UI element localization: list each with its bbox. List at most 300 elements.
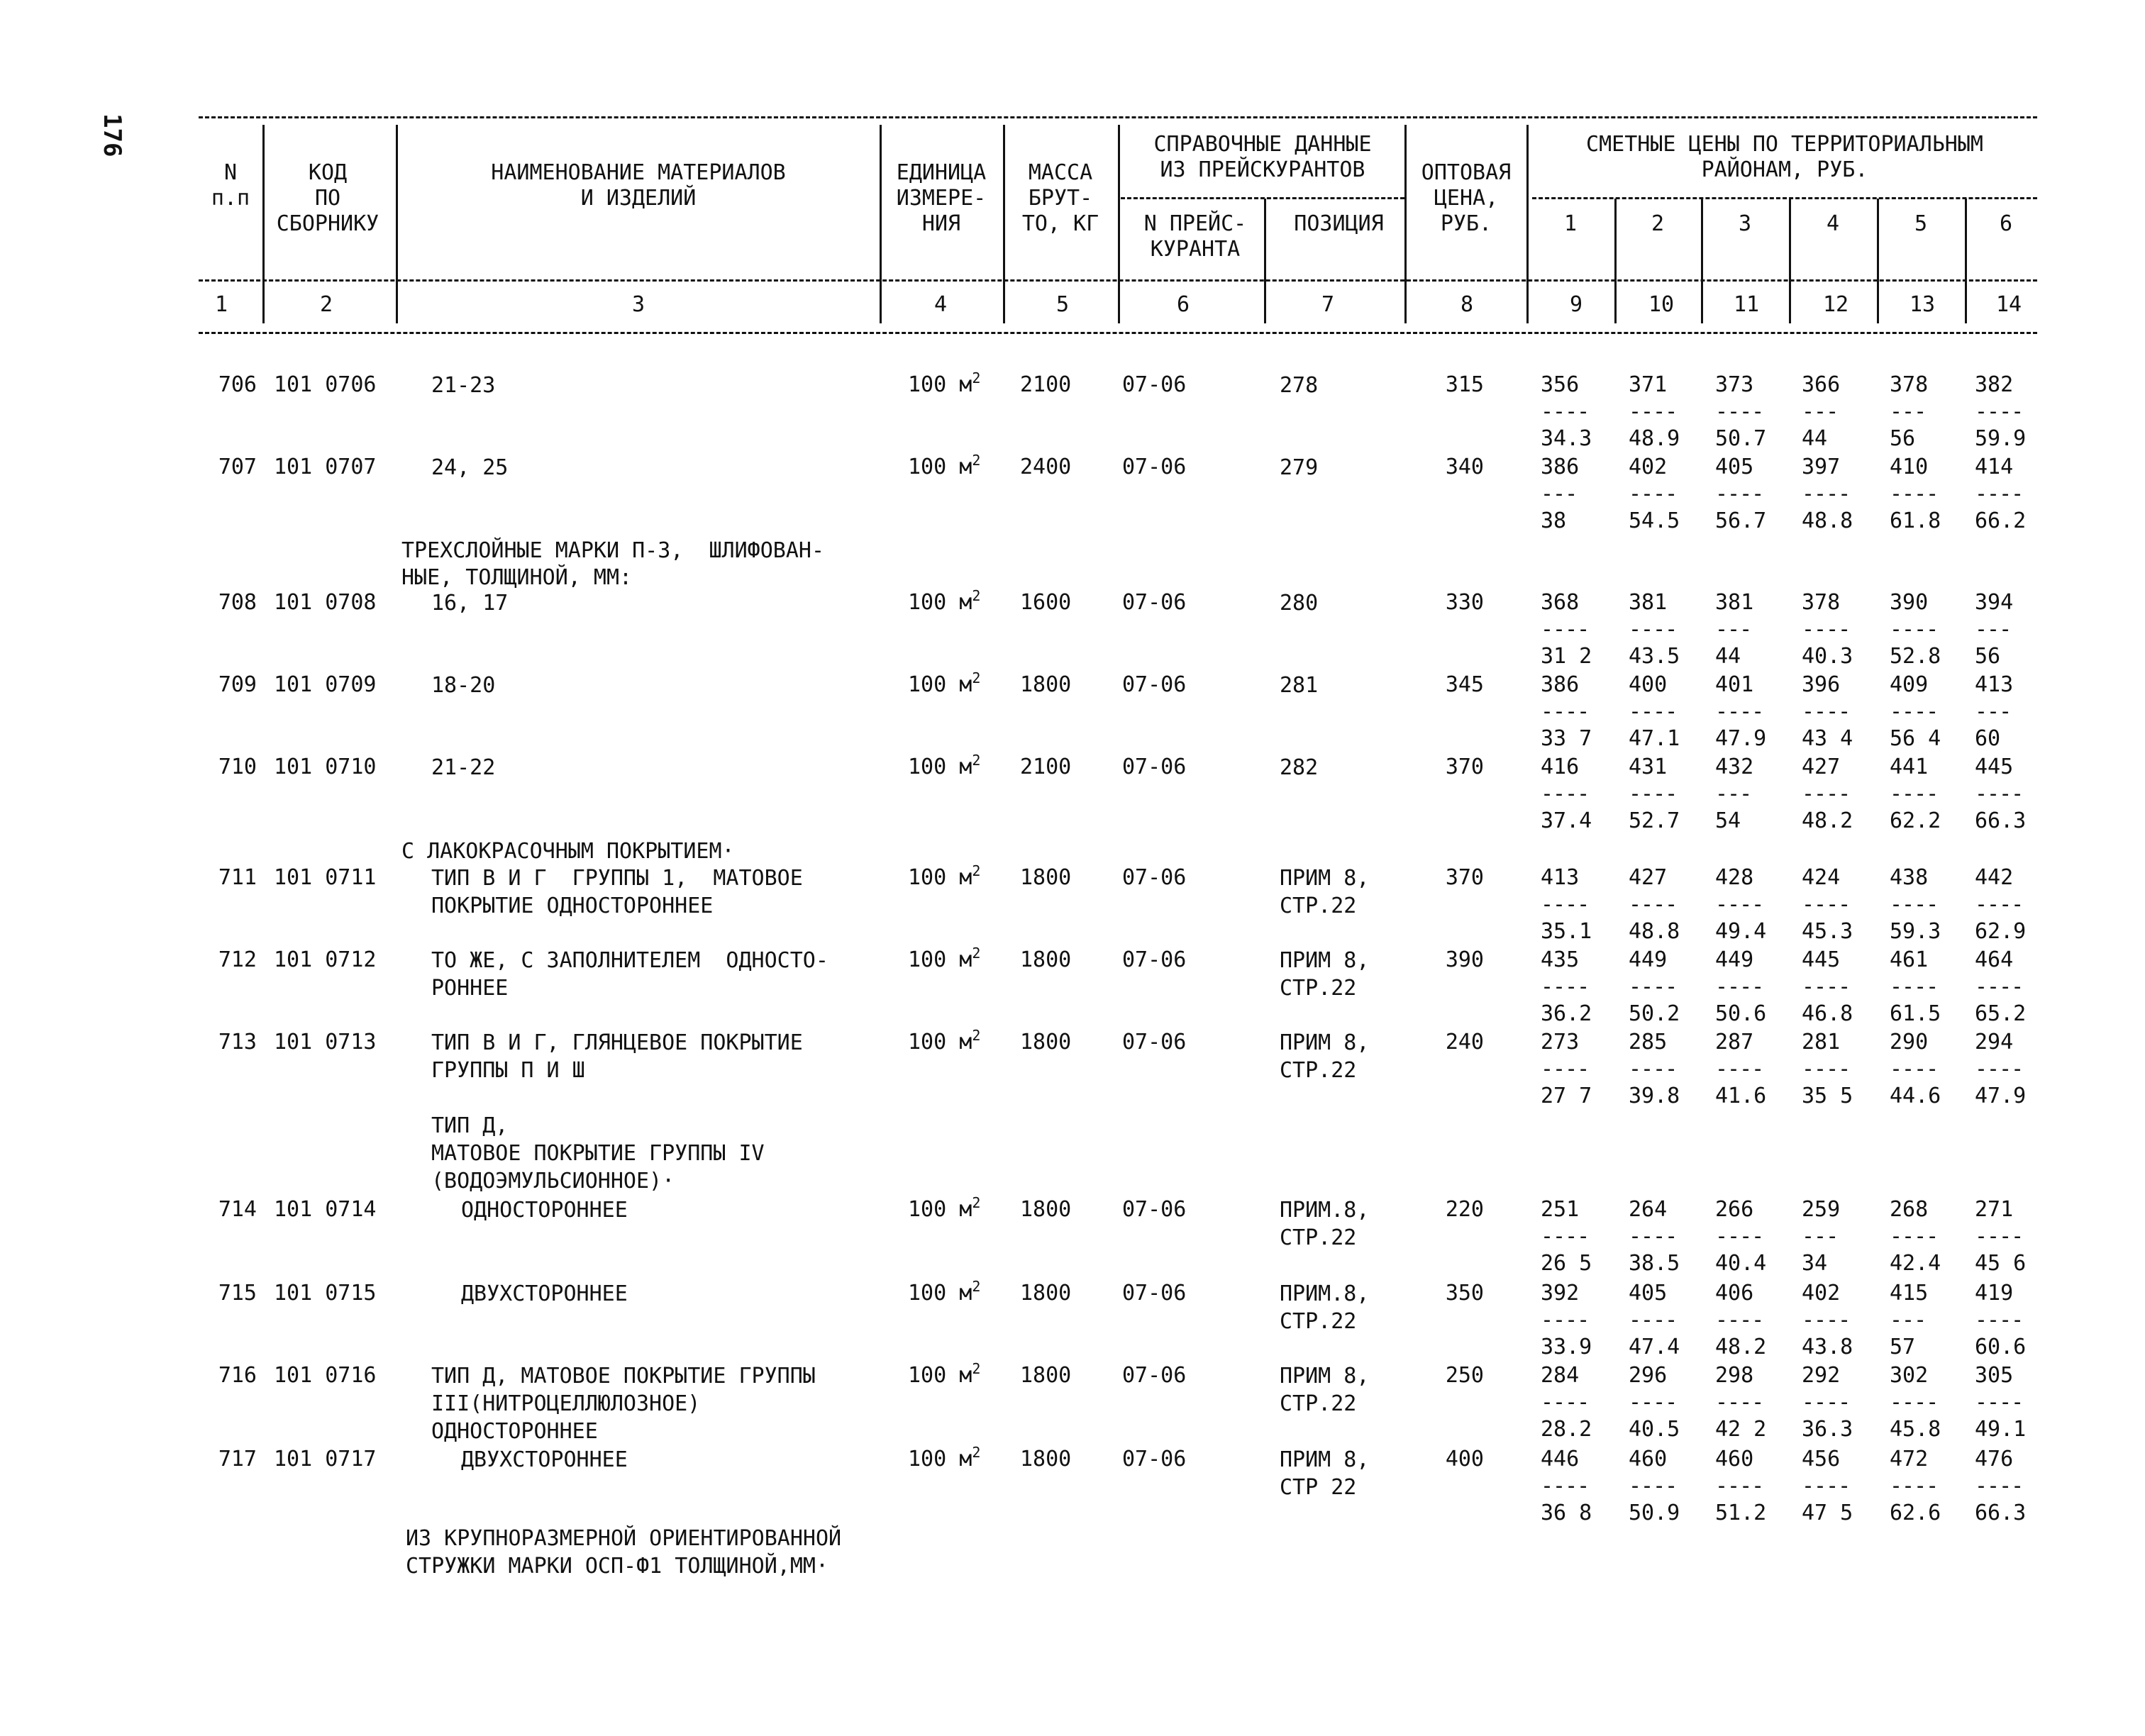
row-pricelist: 07-06 [1122, 372, 1187, 397]
row-code: 101 0716 [274, 1363, 377, 1388]
region-price-bottom: 37.4 [1541, 808, 1592, 833]
region-price-separator: ---- [1541, 1390, 1590, 1415]
row-unit [908, 1194, 981, 1223]
region-price-bottom: 50.6 [1715, 1001, 1767, 1026]
region-price-separator: ---- [1715, 1308, 1764, 1332]
region-price-top: 410 [1890, 455, 1929, 479]
region-price-separator: ---- [1802, 974, 1851, 999]
region-price-bottom: 40.3 [1802, 644, 1853, 669]
region-price-bottom: 59.9 [1975, 426, 2027, 451]
row-code: 101 0715 [274, 1281, 377, 1306]
region-price-bottom: 65.2 [1975, 1001, 2027, 1026]
region-price-top: 259 [1802, 1197, 1841, 1222]
row-pricelist: 07-06 [1122, 672, 1187, 697]
row-pricelist: 07-06 [1122, 947, 1187, 972]
region-price-separator: ---- [1890, 974, 1939, 999]
region-price-top: 406 [1715, 1281, 1754, 1306]
row-number: 707 [218, 455, 257, 479]
region-price-bottom: 62.2 [1890, 808, 1941, 833]
header-price-group: СМЕТНЫЕ ЦЕНЫ ПО ТЕРРИТОРИАЛЬНЫМ РАЙОНАМ, РУБ. [1586, 132, 1983, 182]
header-top-rule [199, 116, 2037, 118]
row-unit-exponent: 2 [972, 669, 981, 686]
region-price-top: 305 [1975, 1363, 2014, 1388]
row-wholesale: 315 [1445, 372, 1484, 397]
region-price-bottom: 47.4 [1629, 1335, 1680, 1359]
region-price-bottom: 26 5 [1541, 1251, 1592, 1276]
row-number: 712 [218, 947, 257, 972]
region-price-bottom: 28.2 [1541, 1417, 1592, 1442]
region-price-top: 390 [1890, 590, 1929, 615]
region-price-bottom: 61.5 [1890, 1001, 1941, 1026]
region-price-bottom: 47.9 [1975, 1084, 2027, 1108]
row-code: 101 0707 [274, 455, 377, 479]
row-unit-value: 100 м [908, 1197, 972, 1222]
region-price-bottom: 48.8 [1802, 508, 1853, 533]
column-divider [1526, 125, 1529, 323]
row-unit-exponent: 2 [972, 862, 981, 879]
region-price-top: 431 [1629, 755, 1668, 779]
region-price-separator: --- [1975, 617, 2012, 642]
row-code: 101 0710 [274, 755, 377, 779]
region-price-bottom: 60.6 [1975, 1335, 2027, 1359]
region-price-separator: ---- [1715, 482, 1764, 506]
column-number-11: 11 [1733, 292, 1760, 317]
row-position: 282 [1280, 755, 1319, 780]
region-price-separator: ---- [1715, 1057, 1764, 1081]
region-price-separator: ---- [1975, 1057, 2024, 1081]
region-price-top: 405 [1715, 455, 1754, 479]
row-name: 18-20 [431, 673, 496, 698]
region-price-separator: ---- [1715, 892, 1764, 917]
region-price-separator: ---- [1541, 781, 1590, 806]
header-col-name: НАИМЕНОВАНИЕ МАТЕРИАЛОВ И ИЗДЕЛИЙ [491, 160, 786, 211]
region-price-top: 396 [1802, 672, 1841, 697]
region-price-bottom: 62.9 [1975, 919, 2027, 944]
row-name: 21-23 [431, 373, 496, 398]
region-price-top: 441 [1890, 755, 1929, 779]
region-price-top: 366 [1802, 372, 1841, 397]
row-pricelist: 07-06 [1122, 455, 1187, 479]
region-price-top: 456 [1802, 1447, 1841, 1471]
region-price-top: 402 [1629, 455, 1668, 479]
row-unit-exponent: 2 [972, 1444, 981, 1461]
row-wholesale: 400 [1445, 1447, 1484, 1471]
region-price-bottom: 43.5 [1629, 644, 1680, 669]
row-unit [908, 862, 981, 891]
column-number-2: 2 [319, 292, 333, 317]
column-number-10: 10 [1648, 292, 1675, 317]
region-price-separator: ---- [1541, 892, 1590, 917]
region-price-separator: ---- [1802, 617, 1851, 642]
row-code: 101 0713 [274, 1030, 377, 1055]
row-number: 715 [218, 1281, 257, 1306]
region-price-top: 371 [1629, 372, 1668, 397]
row-position: 278 [1280, 373, 1319, 398]
row-pricelist: 07-06 [1122, 865, 1187, 890]
region-price-bottom: 52.8 [1890, 644, 1941, 669]
row-unit [908, 1278, 981, 1306]
region-price-bottom: 35 5 [1802, 1084, 1853, 1108]
row-mass: 1800 [1020, 865, 1072, 890]
row-unit [908, 369, 981, 398]
row-pricelist: 07-06 [1122, 1363, 1187, 1388]
region-price-top: 476 [1975, 1447, 2014, 1471]
region-price-top: 424 [1802, 865, 1841, 890]
row-name: 24, 25 [431, 455, 509, 480]
column-number-9: 9 [1569, 292, 1583, 317]
region-price-separator: ---- [1802, 1390, 1851, 1415]
region-price-separator: ---- [1715, 974, 1764, 999]
region-price-bottom: 62.6 [1890, 1501, 1941, 1525]
region-price-separator: ---- [1541, 617, 1590, 642]
row-name: 16, 17 [431, 591, 509, 616]
region-5-label: 5 [1914, 211, 1928, 236]
region-price-separator: ---- [1629, 1474, 1678, 1498]
region-price-separator: ---- [1802, 1057, 1851, 1081]
row-mass: 1800 [1020, 1363, 1072, 1388]
row-position: 279 [1280, 455, 1319, 480]
region-price-top: 397 [1802, 455, 1841, 479]
row-wholesale: 220 [1445, 1197, 1484, 1222]
row-mass: 1800 [1020, 1447, 1072, 1471]
region-price-separator: ---- [1975, 1390, 2024, 1415]
region-price-separator: ---- [1975, 892, 2024, 917]
region-price-top: 400 [1629, 672, 1668, 697]
row-code: 101 0708 [274, 590, 377, 615]
region-price-top: 445 [1802, 947, 1841, 972]
row-name: ДВУХСТОРОННЕЕ [461, 1447, 628, 1472]
region-price-separator: ---- [1629, 699, 1678, 724]
region-price-top: 378 [1890, 372, 1929, 397]
region-price-separator: ---- [1890, 1474, 1939, 1498]
row-name: ТИП В И Г, ГЛЯНЦЕВОЕ ПОКРЫТИЕ ГРУППЫ П И Ш [431, 1030, 803, 1083]
row-number: 716 [218, 1363, 257, 1388]
region-price-bottom: 60 [1975, 726, 2001, 751]
region-price-separator: --- [1802, 1224, 1839, 1249]
region-price-bottom: 31 2 [1541, 644, 1592, 669]
row-pricelist: 07-06 [1122, 1281, 1187, 1306]
column-number-12: 12 [1822, 292, 1849, 317]
row-unit-value: 100 м [908, 1447, 972, 1471]
row-unit [908, 1360, 981, 1389]
row-unit-value: 100 м [908, 372, 972, 397]
region-price-top: 287 [1715, 1030, 1754, 1055]
row-unit [908, 752, 981, 780]
region-price-separator: ---- [1629, 482, 1678, 506]
region-price-top: 266 [1715, 1197, 1754, 1222]
region-price-bottom: 54 [1715, 808, 1741, 833]
region-price-top: 268 [1890, 1197, 1929, 1222]
row-name: ТИП В И Г ГРУППЫ 1, МАТОВОЕ ПОКРЫТИЕ ОДНОСТОРОННЕЕ [431, 866, 803, 918]
region-6-label: 6 [1999, 211, 2013, 236]
region-price-separator: ---- [1802, 1308, 1851, 1332]
row-unit-value: 100 м [908, 1281, 972, 1306]
region-price-separator: --- [1541, 482, 1578, 506]
row-unit-value: 100 м [908, 1363, 972, 1388]
region-price-bottom: 59.3 [1890, 919, 1941, 944]
column-divider [1701, 199, 1703, 323]
region-price-bottom: 44 [1802, 426, 1828, 451]
row-pricelist: 07-06 [1122, 590, 1187, 615]
region-price-separator: ---- [1541, 399, 1590, 424]
region-price-separator: ---- [1975, 1224, 2024, 1249]
region-price-top: 292 [1802, 1363, 1841, 1388]
region-price-bottom: 66.3 [1975, 808, 2027, 833]
row-wholesale: 250 [1445, 1363, 1484, 1388]
region-price-bottom: 40.4 [1715, 1251, 1767, 1276]
region-price-top: 449 [1629, 947, 1668, 972]
region-price-bottom: 50.2 [1629, 1001, 1680, 1026]
row-mass: 2100 [1020, 372, 1072, 397]
section-heading-osp: ИЗ КРУПНОРАЗМЕРНОЙ ОРИЕНТИРОВАННОЙ СТРУЖКИ МАРКИ ОСП-Ф1 ТОЛЩИНОЙ,ММ· [406, 1526, 842, 1579]
region-price-bottom: 45.3 [1802, 919, 1853, 944]
region-price-bottom: 50.9 [1629, 1501, 1680, 1525]
region-price-bottom: 42 2 [1715, 1417, 1767, 1442]
row-unit-exponent: 2 [972, 1194, 981, 1211]
row-wholesale: 370 [1445, 865, 1484, 890]
row-mass: 1800 [1020, 947, 1072, 972]
row-number: 714 [218, 1197, 257, 1222]
row-number: 706 [218, 372, 257, 397]
region-price-top: 449 [1715, 947, 1754, 972]
region-price-bottom: 50.7 [1715, 426, 1767, 451]
section-heading-paint-coating: С ЛАКОКРАСОЧНЫМ ПОКРЫТИЕМ· [401, 839, 735, 864]
region-price-bottom: 54.5 [1629, 508, 1680, 533]
row-wholesale: 390 [1445, 947, 1484, 972]
row-mass: 2100 [1020, 755, 1072, 779]
region-price-separator: ---- [1975, 482, 2024, 506]
row-unit-value: 100 м [908, 947, 972, 972]
row-unit-value: 100 м [908, 590, 972, 615]
row-pricelist: 07-06 [1122, 1197, 1187, 1222]
region-price-bottom: 44.6 [1890, 1084, 1941, 1108]
column-divider [1965, 199, 1967, 323]
header-ref-group: СПРАВОЧНЫЕ ДАННЫЕ ИЗ ПРЕЙСКУРАНТОВ [1153, 132, 1372, 182]
region-price-separator: ---- [1629, 1308, 1678, 1332]
row-unit-exponent: 2 [972, 752, 981, 769]
region-price-top: 382 [1975, 372, 2014, 397]
header-col-n: N п.п [211, 160, 250, 211]
row-mass: 1800 [1020, 1197, 1072, 1222]
row-unit-exponent: 2 [972, 587, 981, 604]
region-price-bottom: 27 7 [1541, 1084, 1592, 1108]
row-number: 713 [218, 1030, 257, 1055]
section-heading-type-d-group-iv: ТИП Д, МАТОВОЕ ПОКРЫТИЕ ГРУППЫ IV (ВОДОЭМУЛЬСИОННОЕ)· [431, 1113, 765, 1194]
region-price-separator: ---- [1715, 1390, 1764, 1415]
region-price-separator: ---- [1715, 1224, 1764, 1249]
row-unit-value: 100 м [908, 865, 972, 890]
region-price-top: 290 [1890, 1030, 1929, 1055]
price-group-rule [1532, 197, 2037, 199]
region-price-bottom: 56 [1975, 644, 2001, 669]
region-price-separator: --- [1715, 781, 1752, 806]
region-price-separator: ---- [1975, 781, 2024, 806]
row-number: 710 [218, 755, 257, 779]
region-price-separator: --- [1715, 617, 1752, 642]
region-price-separator: ---- [1629, 1224, 1678, 1249]
header-col-pricelist: N ПРЕЙС- КУРАНТА [1143, 211, 1247, 262]
region-1-label: 1 [1563, 211, 1578, 236]
region-price-top: 461 [1890, 947, 1929, 972]
region-price-top: 402 [1802, 1281, 1841, 1306]
row-unit-exponent: 2 [972, 369, 981, 386]
region-price-separator: ---- [1890, 1390, 1939, 1415]
region-price-top: 264 [1629, 1197, 1668, 1222]
region-price-top: 414 [1975, 455, 2014, 479]
region-price-top: 442 [1975, 865, 2014, 890]
region-price-separator: ---- [1975, 399, 2024, 424]
region-price-bottom: 35.1 [1541, 919, 1592, 944]
region-price-separator: ---- [1541, 1057, 1590, 1081]
row-unit [908, 587, 981, 616]
region-price-bottom: 45.8 [1890, 1417, 1941, 1442]
header-col-code: КОД ПО СБОРНИКУ [276, 160, 379, 236]
row-name: ТИП Д, МАТОВОЕ ПОКРЫТИЕ ГРУППЫ III(НИТРОЦЕЛЛЮЛОЗНОЕ) ОДНОСТОРОННЕЕ [431, 1364, 816, 1444]
region-price-top: 419 [1975, 1281, 2014, 1306]
region-price-separator: ---- [1541, 974, 1590, 999]
row-wholesale: 340 [1445, 455, 1484, 479]
region-price-bottom: 49.1 [1975, 1417, 2027, 1442]
row-code: 101 0712 [274, 947, 377, 972]
region-price-bottom: 46.8 [1802, 1001, 1853, 1026]
row-position: ПРИМ 8, СТР.22 [1280, 1030, 1370, 1083]
region-price-bottom: 42.4 [1890, 1251, 1941, 1276]
column-number-3: 3 [631, 292, 645, 317]
region-price-bottom: 56.7 [1715, 508, 1767, 533]
row-position: 281 [1280, 673, 1319, 698]
region-price-top: 271 [1975, 1197, 2014, 1222]
region-price-separator: ---- [1541, 699, 1590, 724]
row-number: 709 [218, 672, 257, 697]
region-price-bottom: 41.6 [1715, 1084, 1767, 1108]
row-position: ПРИМ 8, СТР.22 [1280, 866, 1370, 918]
region-price-bottom: 61.8 [1890, 508, 1941, 533]
region-price-separator: ---- [1629, 1057, 1678, 1081]
row-wholesale: 370 [1445, 755, 1484, 779]
row-unit [908, 1027, 981, 1055]
region-price-bottom: 38 [1541, 508, 1567, 533]
region-price-bottom: 49.4 [1715, 919, 1767, 944]
row-unit-value: 100 м [908, 1030, 972, 1055]
region-price-separator: ---- [1541, 1308, 1590, 1332]
region-price-separator: ---- [1975, 1308, 2024, 1332]
region-price-separator: ---- [1629, 781, 1678, 806]
region-price-bottom: 48.2 [1715, 1335, 1767, 1359]
region-price-top: 464 [1975, 947, 2014, 972]
region-price-separator: ---- [1802, 699, 1851, 724]
row-wholesale: 240 [1445, 1030, 1484, 1055]
column-number-1: 1 [214, 292, 228, 317]
region-price-top: 386 [1541, 455, 1580, 479]
region-price-separator: ---- [1802, 892, 1851, 917]
column-divider [1877, 199, 1879, 323]
region-price-top: 373 [1715, 372, 1754, 397]
region-price-top: 381 [1715, 590, 1754, 615]
region-price-separator: ---- [1975, 974, 2024, 999]
row-position: ПРИМ.8, СТР.22 [1280, 1198, 1370, 1250]
column-divider [396, 125, 398, 323]
region-price-bottom: 39.8 [1629, 1084, 1680, 1108]
region-price-top: 460 [1715, 1447, 1754, 1471]
header-col-unit: ЕДИНИЦА ИЗМЕРЕ- НИЯ [896, 160, 987, 236]
region-price-separator: ---- [1890, 617, 1939, 642]
row-unit [908, 1444, 981, 1472]
region-price-separator: ---- [1802, 781, 1851, 806]
region-price-bottom: 36 8 [1541, 1501, 1592, 1525]
region-price-bottom: 48.9 [1629, 426, 1680, 451]
region-price-separator: ---- [1715, 699, 1764, 724]
region-price-top: 285 [1629, 1030, 1668, 1055]
row-position: ПРИМ.8, СТР.22 [1280, 1281, 1370, 1334]
region-price-bottom: 47.9 [1715, 726, 1767, 751]
section-heading-three-layer: ТРЕХСЛОЙНЫЕ МАРКИ П-3, ШЛИФОВАН- НЫЕ, ТОЛЩИНОЙ, ММ: [401, 538, 825, 590]
region-price-top: 416 [1541, 755, 1580, 779]
column-number-14: 14 [1995, 292, 2022, 317]
region-price-separator: ---- [1975, 1474, 2024, 1498]
region-price-bottom: 56 4 [1890, 726, 1941, 751]
region-price-top: 296 [1629, 1363, 1668, 1388]
region-price-bottom: 51.2 [1715, 1501, 1767, 1525]
row-unit [908, 947, 980, 973]
header-col-wholesale: ОПТОВАЯ ЦЕНА, РУБ. [1421, 160, 1512, 236]
region-price-top: 438 [1890, 865, 1929, 890]
row-position: 280 [1280, 591, 1319, 616]
row-mass: 1800 [1020, 1030, 1072, 1055]
region-price-top: 427 [1629, 865, 1668, 890]
row-mass: 1600 [1020, 590, 1072, 615]
region-price-top: 405 [1629, 1281, 1668, 1306]
region-price-top: 432 [1715, 755, 1754, 779]
region-4-label: 4 [1826, 211, 1840, 236]
region-price-bottom: 66.3 [1975, 1501, 2027, 1525]
region-price-top: 409 [1890, 672, 1929, 697]
region-price-bottom: 47 5 [1802, 1501, 1853, 1525]
region-3-label: 3 [1738, 211, 1752, 236]
region-price-separator: --- [1975, 699, 2012, 724]
region-price-bottom: 44 [1715, 644, 1741, 669]
region-price-separator: ---- [1629, 974, 1678, 999]
region-price-top: 368 [1541, 590, 1580, 615]
row-name: ДВУХСТОРОННЕЕ [461, 1281, 628, 1306]
region-price-separator: --- [1890, 399, 1927, 424]
region-price-separator: ---- [1541, 1474, 1590, 1498]
row-unit-exponent: 2 [972, 452, 981, 469]
region-price-top: 251 [1541, 1197, 1580, 1222]
region-price-top: 378 [1802, 590, 1841, 615]
row-mass: 2400 [1020, 455, 1072, 479]
region-price-separator: ---- [1629, 892, 1678, 917]
region-price-top: 460 [1629, 1447, 1668, 1471]
region-price-top: 381 [1629, 590, 1668, 615]
row-unit-exponent: 2 [972, 1278, 981, 1295]
row-name: ОДНОСТОРОННЕЕ [461, 1198, 628, 1223]
row-code: 101 0706 [274, 372, 377, 397]
region-price-top: 392 [1541, 1281, 1580, 1306]
page-number: 176 [98, 113, 126, 157]
region-price-top: 435 [1541, 947, 1580, 972]
row-number: 708 [218, 590, 257, 615]
row-code: 101 0717 [274, 1447, 377, 1471]
region-price-top: 298 [1715, 1363, 1754, 1388]
region-price-bottom: 36.2 [1541, 1001, 1592, 1026]
region-price-separator: ---- [1629, 1390, 1678, 1415]
region-price-bottom: 48.2 [1802, 808, 1853, 833]
region-price-top: 356 [1541, 372, 1580, 397]
row-pricelist: 07-06 [1122, 1030, 1187, 1055]
region-price-separator: ---- [1890, 482, 1939, 506]
region-price-top: 446 [1541, 1447, 1580, 1471]
region-price-bottom: 34 [1802, 1251, 1828, 1276]
